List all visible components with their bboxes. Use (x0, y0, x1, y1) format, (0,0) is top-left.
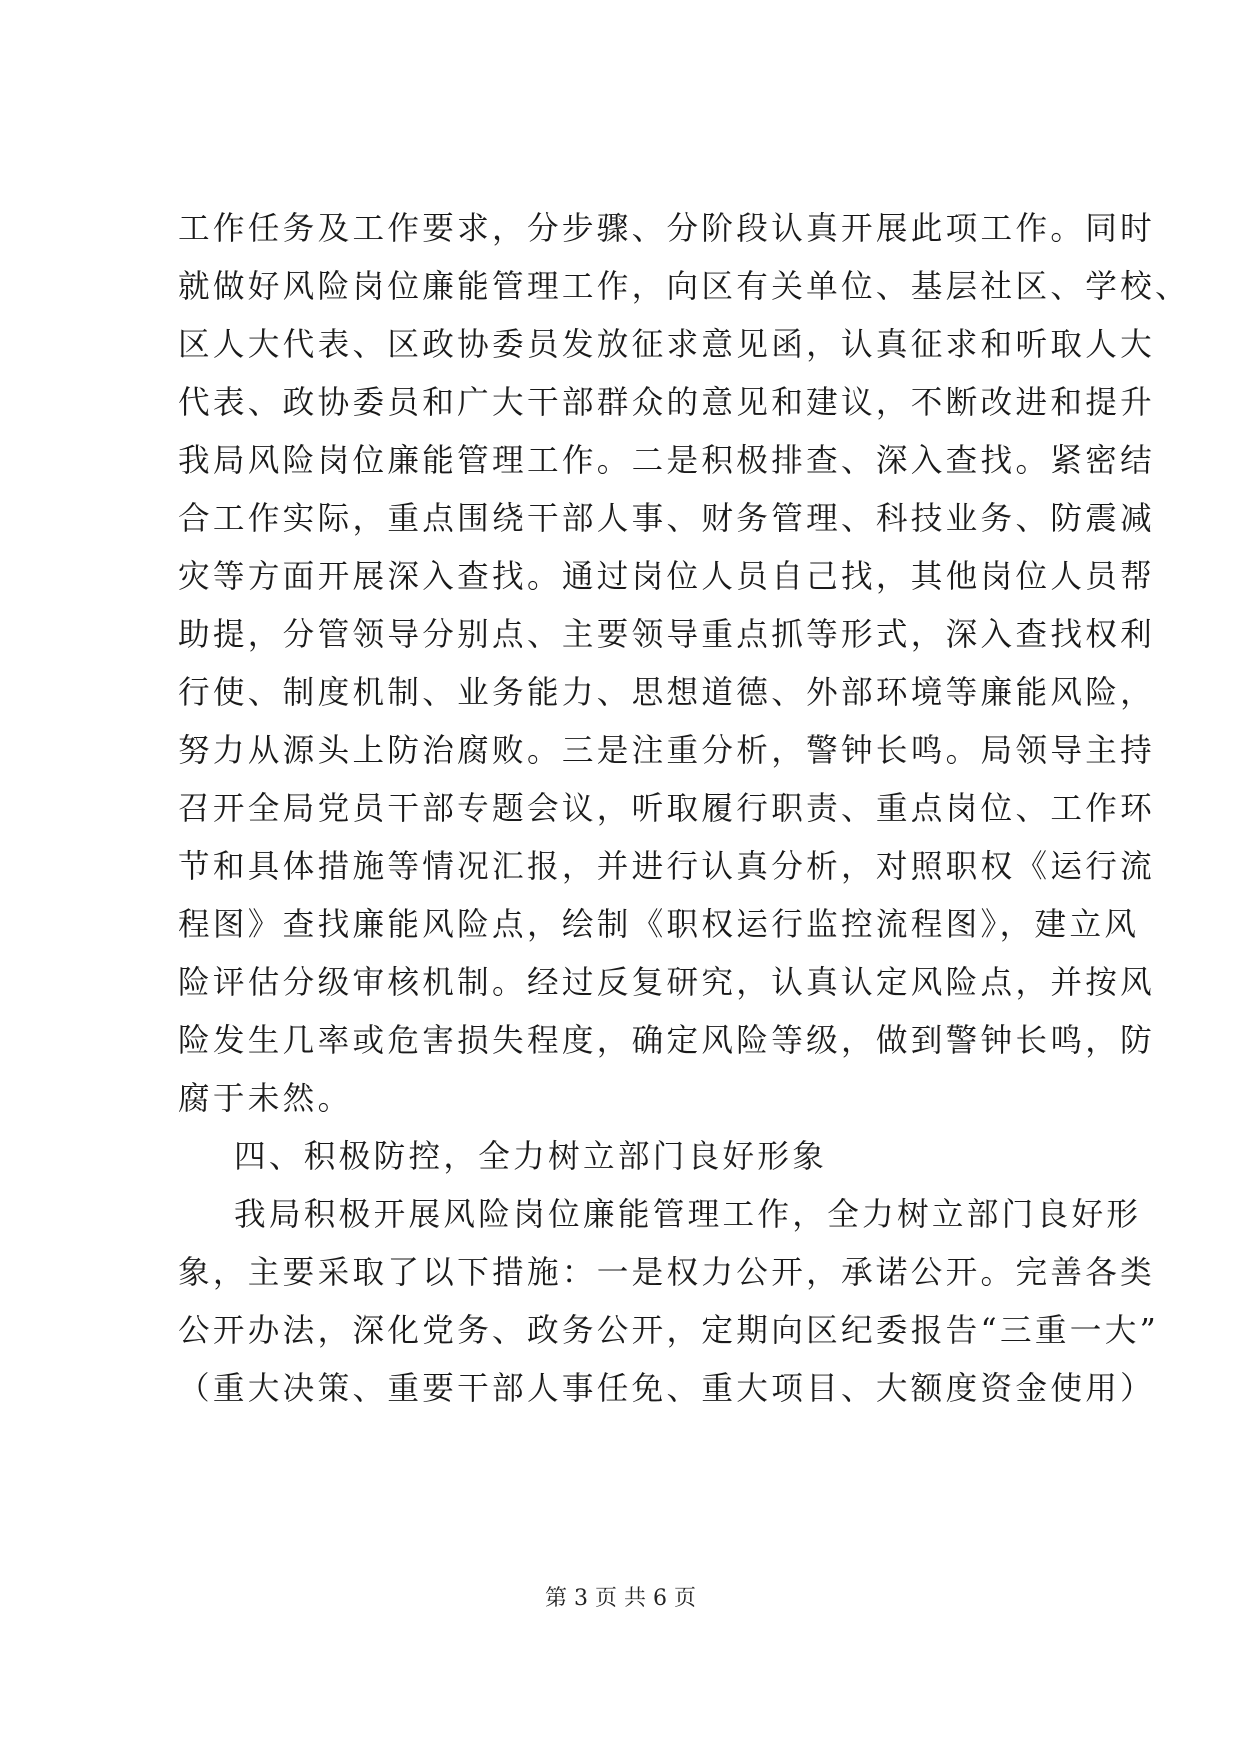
body-text-line: 险评估分级审核机制。经过反复研究，认真认定风险点，并按风 (178, 965, 1156, 1001)
body-text-line: 代表、政协委员和广大干部群众的意见和建议，不断改进和提升 (178, 385, 1156, 421)
page-number-footer: 第 3 页 共 6 页 (545, 1586, 696, 1611)
body-text-line: 灾等方面开展深入查找。通过岗位人员自己找，其他岗位人员帮 (178, 559, 1156, 595)
body-text-line: 助提，分管领导分别点、主要领导重点抓等形式，深入查找权利 (178, 617, 1156, 653)
body-text-line: 象，主要采取了以下措施：一是权力公开，承诺公开。完善各类 (178, 1255, 1156, 1291)
body-text-line: 公开办法，深化党务、政务公开，定期向区纪委报告“三重一大” (178, 1313, 1160, 1349)
body-text-line: 合工作实际，重点围绕干部人事、财务管理、科技业务、防震减 (178, 501, 1156, 537)
body-text-line: 行使、制度机制、业务能力、思想道德、外部环境等廉能风险， (178, 675, 1156, 711)
body-text-line: 节和具体措施等情况汇报，并进行认真分析，对照职权《运行流 (178, 849, 1156, 885)
body-text-line: 程图》查找廉能风险点，绘制《职权运行监控流程图》，建立风 (178, 907, 1140, 943)
body-text-line: 我局风险岗位廉能管理工作。二是积极排查、深入查找。紧密结 (178, 443, 1156, 479)
body-text-line: 腐于未然。 (178, 1081, 353, 1117)
body-text-line: 险发生几率或危害损失程度，确定风险等级，做到警钟长鸣，防 (178, 1023, 1156, 1059)
body-text-line: （重大决策、重要干部人事任免、重大项目、大额度资金使用） (178, 1371, 1156, 1407)
body-text-line: 就做好风险岗位廉能管理工作，向区有关单位、基层社区、学校、 (178, 269, 1190, 305)
body-text-line: 我局积极开展风险岗位廉能管理工作，全力树立部门良好形 (234, 1197, 1142, 1233)
body-text-line: 工作任务及工作要求，分步骤、分阶段认真开展此项工作。同时 (178, 211, 1156, 247)
body-text-line: 区人大代表、区政协委员发放征求意见函，认真征求和听取人大 (178, 327, 1156, 363)
section-heading: 四、积极防控，全力树立部门良好形象 (234, 1139, 828, 1175)
body-text-line: 努力从源头上防治腐败。三是注重分析，警钟长鸣。局领导主持 (178, 733, 1156, 769)
body-text-line: 召开全局党员干部专题会议，听取履行职责、重点岗位、工作环 (178, 791, 1156, 827)
